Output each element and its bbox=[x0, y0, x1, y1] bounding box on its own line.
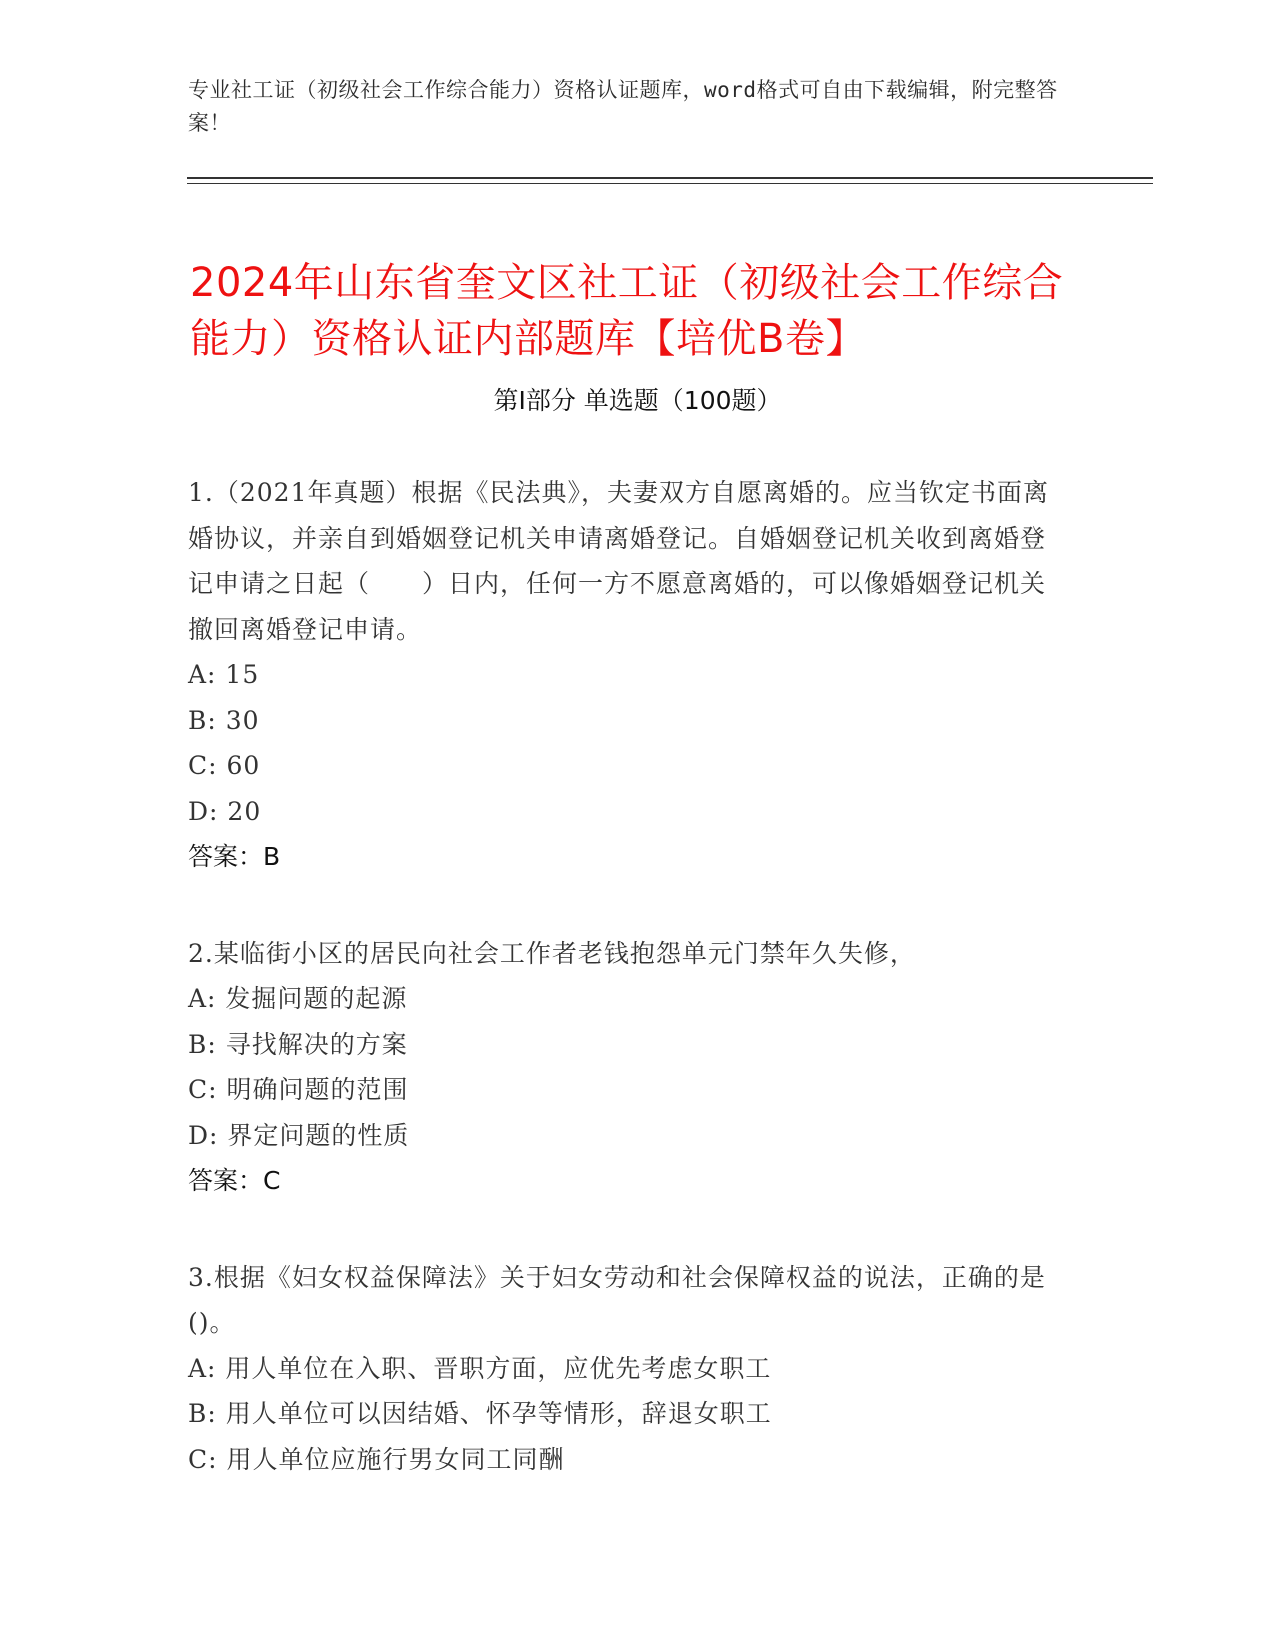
option-b: B: 用人单位可以因结婚、怀孕等情形，辞退女职工 bbox=[188, 1399, 772, 1428]
document-title: 2024年山东省奎文区社工证（初级社会工作综合能力）资格认证内部题库【培优B卷】 bbox=[190, 259, 1064, 362]
header-divider bbox=[187, 177, 1153, 179]
answer: 答案：C bbox=[188, 1166, 281, 1195]
question-stem: 2.某临街小区的居民向社会工作者老钱抱怨单元门禁年久失修， bbox=[188, 938, 916, 968]
option-b: B: 寻找解决的方案 bbox=[188, 1029, 408, 1059]
header-note: 专业社工证（初级社会工作综合能力）资格认证题库，word格式可自由下载编辑，附完整答案！ bbox=[188, 78, 1058, 135]
option-c: C: 明确问题的范围 bbox=[188, 1075, 409, 1104]
option-a: A: 发掘问题的起源 bbox=[188, 984, 408, 1013]
question-2 bbox=[188, 931, 1068, 1204]
option-a: A: 用人单位在入职、晋职方面，应优先考虑女职工 bbox=[188, 1353, 772, 1383]
option-c: C: 用人单位应施行男女同工同酬 bbox=[188, 1444, 565, 1474]
option-c: C: 60 bbox=[188, 751, 261, 780]
question-stem: 3.根据《妇女权益保障法》关于妇女劳动和社会保障权益的说法，正确的是()。 bbox=[188, 1262, 1046, 1337]
section-heading: 第I部分 单选题（100题） bbox=[493, 386, 782, 415]
question-list bbox=[188, 470, 1068, 1533]
option-b: B: 30 bbox=[188, 705, 260, 735]
option-d: D: 20 bbox=[188, 796, 262, 826]
question-stem: 1.（2021年真题）根据《民法典》，夫妻双方自愿离婚的。应当钦定书面离婚协议，并亲自到婚姻登记机关申请离婚登记。自婚姻登记机关收到离婚登记申请之日起（ ）日内，任何一方不愿意离婚的，可以像婚姻登记机关撤回离婚登记申请。 bbox=[188, 478, 1049, 644]
header-divider-thin bbox=[187, 183, 1153, 184]
question-3 bbox=[188, 1255, 1068, 1483]
answer: 答案：B bbox=[188, 842, 281, 871]
question-1 bbox=[188, 470, 1068, 880]
option-d: D: 界定问题的性质 bbox=[188, 1120, 410, 1150]
option-a: A: 15 bbox=[188, 660, 260, 689]
